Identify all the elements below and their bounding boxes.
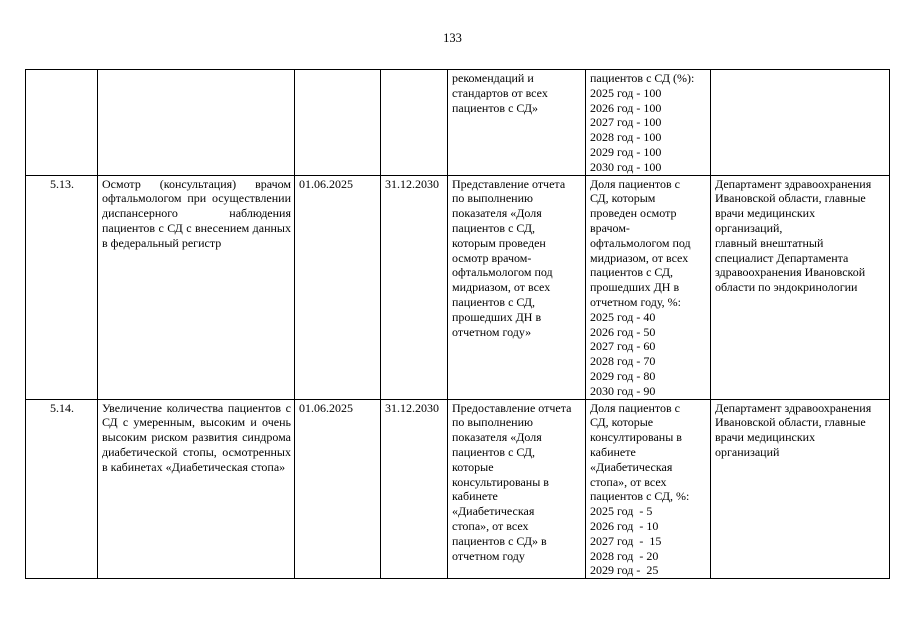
indicator-line: консултированы в — [590, 430, 682, 445]
responsible-cell — [711, 175, 890, 399]
result-line: стандартов от всех — [452, 85, 548, 100]
indicator-line: пациентов с СД (%): — [590, 71, 695, 85]
indicator-cell — [586, 175, 711, 399]
result-line: показателя «Доля — [452, 430, 542, 445]
responsible-line: организаций — [715, 444, 780, 459]
page-number: 133 — [443, 31, 462, 45]
indicator-line: 2028 год - 20 — [590, 548, 659, 563]
responsible-line: врачи медицинских — [715, 430, 816, 445]
indicator-line: пациентов с СД, %: — [590, 489, 690, 504]
indicator-line: СД, которые — [590, 415, 654, 430]
row-number-cell: 5.13. — [26, 175, 98, 399]
indicator-line: 2025 год - 100 — [590, 85, 662, 100]
indicator-line: врачом- — [590, 220, 630, 235]
indicator-line: 2028 год - 70 — [590, 354, 656, 369]
indicator-line: кабинете — [590, 444, 636, 459]
result-line: стопа», от всех — [452, 518, 529, 533]
indicator-line: 2026 год - 50 — [590, 324, 656, 339]
indicator-line: 2030 год - 100 — [590, 159, 662, 174]
responsible-line: врачи медицинских — [715, 206, 816, 221]
result-line: по выполнению — [452, 191, 533, 206]
indicator-line: 2025 год - 5 — [590, 504, 653, 519]
result-line: прошедших ДН в — [452, 309, 542, 324]
indicator-line: 2026 год - 10 — [590, 518, 659, 533]
indicator-line: 2027 год - 100 — [590, 115, 662, 130]
result-line: пациентов с СД, — [452, 294, 536, 309]
indicator-line: отчетном году, %: — [590, 294, 681, 309]
start-date-cell — [295, 70, 381, 176]
result-line: пациентов с СД» — [452, 100, 539, 115]
end-date-cell — [381, 70, 448, 176]
result-line: осмотр врачом- — [452, 250, 532, 265]
responsible-line: организаций, — [715, 220, 783, 235]
start-date-cell: 01.06.2025 — [295, 175, 381, 399]
event-cell — [98, 70, 295, 176]
responsible-line: здравоохранения Ивановской — [715, 265, 866, 280]
indicator-line: СД, которым — [590, 191, 656, 206]
event-cell: Увеличение количества пациентов с СД с умеренным, высоким и очень высоким риском развития синдрома диабетической стопы, осмотренных в кабинетах «Диабетическая стопа» — [98, 399, 295, 579]
indicator-line: «Диабетическая — [590, 459, 673, 474]
responsible-cell — [711, 70, 890, 176]
result-line: офтальмологом под — [452, 265, 553, 280]
result-line: пациентов с СД, — [452, 220, 536, 235]
indicator-cell — [586, 399, 711, 579]
indicator-cell — [586, 70, 711, 176]
table-body — [26, 70, 890, 579]
indicator-line: мидриазом, от всех — [590, 250, 689, 265]
result-line: пациентов с СД» в — [452, 533, 547, 548]
indicator-line: 2026 год - 100 — [590, 100, 662, 115]
indicator-line: 2029 год - 25 — [590, 563, 659, 578]
end-date-cell: 31.12.2030 — [381, 399, 448, 579]
result-line: рекомендаций и — [452, 71, 534, 85]
indicator-line: проведен осмотр — [590, 206, 677, 221]
result-line: показателя «Доля — [452, 206, 542, 221]
responsible-line: главный внештатный — [715, 235, 824, 250]
indicator-line: Доля пациентов с — [590, 400, 680, 415]
result-line: консультированы в — [452, 474, 549, 489]
result-line: Предоставление отчета — [452, 400, 572, 415]
end-date-cell: 31.12.2030 — [381, 175, 448, 399]
indicator-line: 2028 год - 100 — [590, 130, 662, 145]
indicator-line: 2029 год - 100 — [590, 144, 662, 159]
result-line: «Диабетическая — [452, 504, 535, 519]
responsible-line: Департамент здравоохранения — [715, 176, 872, 191]
table-row — [26, 175, 890, 399]
result-line: Представление отчета — [452, 176, 566, 191]
result-line: отчетном году — [452, 548, 525, 563]
result-cell — [448, 175, 586, 399]
row-number-cell: 5.14. — [26, 399, 98, 579]
indicator-line: прошедших ДН в — [590, 280, 680, 295]
table-row — [26, 70, 890, 176]
result-line: отчетном году» — [452, 324, 532, 339]
result-line: которые — [452, 459, 494, 474]
table-row — [26, 399, 890, 579]
result-line: по выполнению — [452, 415, 533, 430]
result-cell — [448, 70, 586, 176]
indicator-line: 2027 год - 15 — [590, 533, 662, 548]
responsible-line: Ивановской области, главные — [715, 191, 866, 206]
indicator-line: стопа», от всех — [590, 474, 667, 489]
responsible-line: Ивановской области, главные — [715, 415, 866, 430]
indicator-line: 2029 год - 80 — [590, 368, 656, 383]
indicator-line: 2027 год - 60 — [590, 339, 656, 354]
indicator-line: офтальмологом под — [590, 235, 691, 250]
result-line: пациентов с СД, — [452, 444, 536, 459]
plan-table — [25, 69, 890, 579]
responsible-line: Департамент здравоохранения — [715, 400, 872, 415]
result-line: кабинете — [452, 489, 498, 504]
responsible-line: области по эндокринологии — [715, 280, 858, 295]
result-cell — [448, 399, 586, 579]
indicator-line: пациентов с СД, — [590, 265, 674, 280]
indicator-line: 2025 год - 40 — [590, 309, 656, 324]
row-number-cell — [26, 70, 98, 176]
indicator-line: Доля пациентов с — [590, 176, 680, 191]
event-cell: Осмотр (консультация) врачом офтальмологом при осуществлении диспансерного наблюдения пациентов с СД с внесением данных в федеральный регистр — [98, 175, 295, 399]
start-date-cell: 01.06.2025 — [295, 399, 381, 579]
indicator-line: 2030 год - 90 — [590, 383, 656, 398]
responsible-cell — [711, 399, 890, 579]
responsible-line: специалист Департамента — [715, 250, 849, 265]
result-line: которым проведен — [452, 235, 546, 250]
result-line: мидриазом, от всех — [452, 280, 551, 295]
